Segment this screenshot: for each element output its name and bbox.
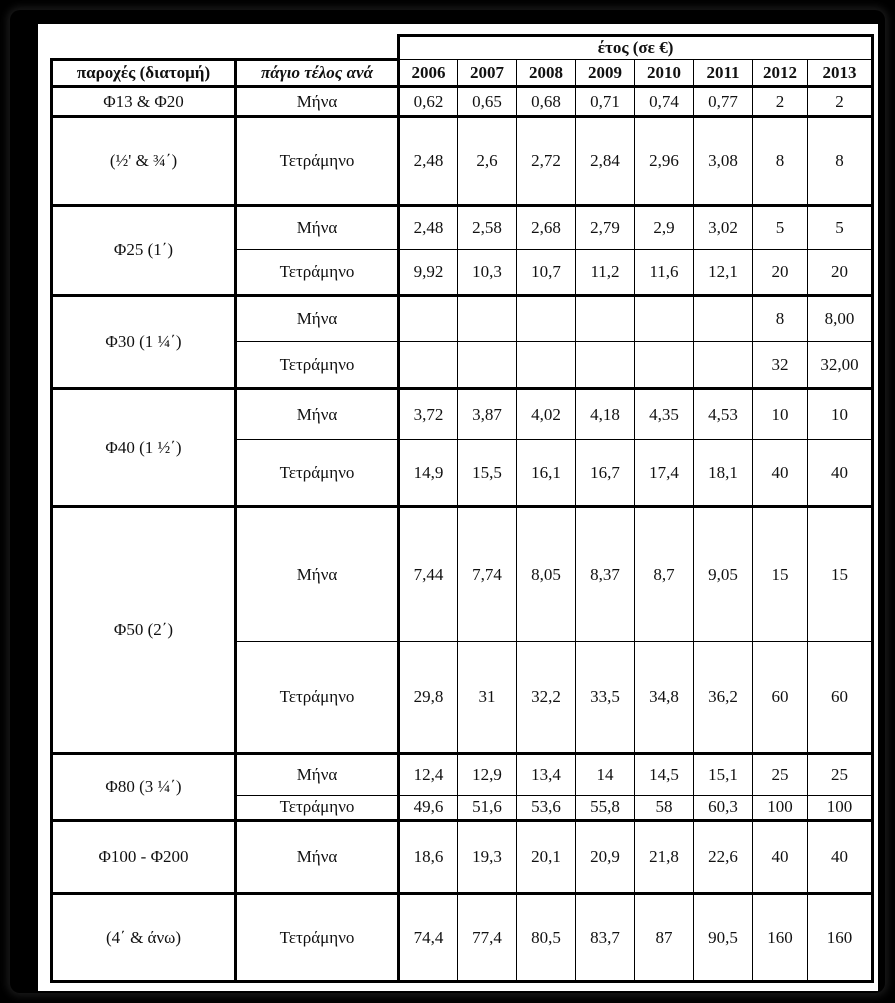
fee-value-cell: 12,1 — [694, 249, 753, 295]
fee-value-cell: 25 — [808, 753, 873, 795]
fee-value-cell: 2,6 — [458, 117, 517, 206]
fee-value-cell: 14,9 — [399, 440, 458, 507]
table-body — [52, 36, 873, 982]
fee-period-label: Τετράμηνο — [236, 795, 399, 820]
document-sheet — [38, 24, 878, 991]
fee-value-cell — [399, 342, 458, 389]
fee-value-cell: 2,96 — [635, 117, 694, 206]
fee-value-cell: 10 — [808, 389, 873, 440]
fee-value-cell: 16,1 — [517, 440, 576, 507]
year-header: 2008 — [517, 60, 576, 86]
fee-value-cell: 60,3 — [694, 795, 753, 820]
fee-value-cell: 5 — [808, 206, 873, 250]
fee-value-cell: 17,4 — [635, 440, 694, 507]
fee-period-label: Μήνα — [236, 753, 399, 795]
fee-value-cell: 60 — [808, 641, 873, 753]
fee-value-cell: 32,2 — [517, 641, 576, 753]
supply-size-label: Φ100 - Φ200 — [52, 821, 236, 894]
year-header: 2010 — [635, 60, 694, 86]
fee-value-cell: 2,48 — [399, 206, 458, 250]
fee-value-cell: 7,44 — [399, 507, 458, 641]
fee-value-cell: 10 — [753, 389, 808, 440]
fee-value-cell: 10,7 — [517, 249, 576, 295]
year-header: 2009 — [576, 60, 635, 86]
fee-value-cell: 80,5 — [517, 894, 576, 982]
year-header: 2007 — [458, 60, 517, 86]
table-row — [52, 389, 873, 440]
fee-value-cell: 4,18 — [576, 389, 635, 440]
supply-size-label: Φ80 (3 ¼΄) — [52, 753, 236, 820]
fee-period-label: Μήνα — [236, 295, 399, 342]
fee-value-cell: 2,58 — [458, 206, 517, 250]
fee-value-cell: 100 — [753, 795, 808, 820]
fee-value-cell: 11,6 — [635, 249, 694, 295]
fee-value-cell: 55,8 — [576, 795, 635, 820]
fee-value-cell: 11,2 — [576, 249, 635, 295]
fee-value-cell: 29,8 — [399, 641, 458, 753]
fee-period-label: Μήνα — [236, 821, 399, 894]
fee-period-label: Μήνα — [236, 389, 399, 440]
year-header: 2011 — [694, 60, 753, 86]
supply-size-label: Φ30 (1 ¼΄) — [52, 295, 236, 389]
fee-value-cell: 60 — [753, 641, 808, 753]
fee-value-cell: 16,7 — [576, 440, 635, 507]
year-header: 2012 — [753, 60, 808, 86]
fee-value-cell — [576, 342, 635, 389]
year-group-title: έτος (σε €) — [399, 36, 873, 60]
fee-value-cell: 2 — [808, 86, 873, 117]
fee-value-cell: 9,05 — [694, 507, 753, 641]
fee-value-cell — [694, 342, 753, 389]
fee-value-cell: 20,1 — [517, 821, 576, 894]
fee-period-label: Μήνα — [236, 86, 399, 117]
fee-value-cell: 31 — [458, 641, 517, 753]
fee-value-cell: 18,6 — [399, 821, 458, 894]
fee-value-cell: 32,00 — [808, 342, 873, 389]
supply-size-label: Φ25 (1΄) — [52, 206, 236, 296]
fee-value-cell: 160 — [753, 894, 808, 982]
fee-value-cell: 0,62 — [399, 86, 458, 117]
tariff-table — [50, 34, 874, 983]
fee-period-label: Τετράμηνο — [236, 440, 399, 507]
fee-value-cell — [399, 295, 458, 342]
fee-value-cell: 8,05 — [517, 507, 576, 641]
table-row — [52, 753, 873, 795]
fee-value-cell: 3,72 — [399, 389, 458, 440]
fee-value-cell: 2,9 — [635, 206, 694, 250]
image-frame — [10, 10, 885, 993]
table-row — [52, 117, 873, 206]
table-row — [52, 507, 873, 641]
fee-value-cell: 58 — [635, 795, 694, 820]
fee-value-cell — [576, 295, 635, 342]
table-row — [52, 206, 873, 250]
column-header-supply: παροχές (διατομή) — [52, 60, 236, 86]
fee-value-cell: 40 — [808, 440, 873, 507]
fee-value-cell: 90,5 — [694, 894, 753, 982]
supply-size-label: (½' & ¾΄) — [52, 117, 236, 206]
table-row — [52, 86, 873, 117]
fee-value-cell — [517, 342, 576, 389]
fee-value-cell: 4,53 — [694, 389, 753, 440]
fee-value-cell: 21,8 — [635, 821, 694, 894]
fee-value-cell: 8 — [753, 117, 808, 206]
fee-value-cell: 0,71 — [576, 86, 635, 117]
fee-value-cell — [694, 295, 753, 342]
table-row — [52, 894, 873, 982]
fee-value-cell: 25 — [753, 753, 808, 795]
fee-value-cell: 9,92 — [399, 249, 458, 295]
fee-value-cell: 74,4 — [399, 894, 458, 982]
supply-size-label: (4΄ & άνω) — [52, 894, 236, 982]
fee-value-cell: 77,4 — [458, 894, 517, 982]
fee-value-cell: 10,3 — [458, 249, 517, 295]
fee-value-cell: 160 — [808, 894, 873, 982]
supply-size-label: Φ40 (1 ½΄) — [52, 389, 236, 507]
fee-value-cell: 3,08 — [694, 117, 753, 206]
title-row — [52, 36, 873, 60]
fee-value-cell: 15,5 — [458, 440, 517, 507]
fee-value-cell: 83,7 — [576, 894, 635, 982]
fee-value-cell: 3,02 — [694, 206, 753, 250]
year-header: 2013 — [808, 60, 873, 86]
fee-value-cell: 32 — [753, 342, 808, 389]
fee-value-cell: 0,65 — [458, 86, 517, 117]
supply-size-label: Φ50 (2΄) — [52, 507, 236, 753]
fee-value-cell: 12,4 — [399, 753, 458, 795]
fee-value-cell: 13,4 — [517, 753, 576, 795]
header-row — [52, 60, 873, 86]
fee-period-label: Μήνα — [236, 206, 399, 250]
fee-value-cell: 18,1 — [694, 440, 753, 507]
supply-size-label: Φ13 & Φ20 — [52, 86, 236, 117]
fee-value-cell: 14,5 — [635, 753, 694, 795]
fee-value-cell: 34,8 — [635, 641, 694, 753]
fee-value-cell: 4,02 — [517, 389, 576, 440]
year-header: 2006 — [399, 60, 458, 86]
fee-value-cell: 8,00 — [808, 295, 873, 342]
fee-value-cell: 8 — [808, 117, 873, 206]
fee-value-cell: 20,9 — [576, 821, 635, 894]
fee-value-cell: 8 — [753, 295, 808, 342]
fee-value-cell: 40 — [808, 821, 873, 894]
fee-value-cell: 3,87 — [458, 389, 517, 440]
fee-period-label: Τετράμηνο — [236, 894, 399, 982]
fee-value-cell: 4,35 — [635, 389, 694, 440]
fee-value-cell: 7,74 — [458, 507, 517, 641]
fee-value-cell: 15 — [808, 507, 873, 641]
fee-value-cell: 2,68 — [517, 206, 576, 250]
fee-value-cell — [458, 295, 517, 342]
fee-period-label: Τετράμηνο — [236, 249, 399, 295]
blank-corner — [52, 36, 399, 60]
fee-value-cell: 15 — [753, 507, 808, 641]
fee-value-cell: 33,5 — [576, 641, 635, 753]
table-row — [52, 295, 873, 342]
fee-value-cell: 0,68 — [517, 86, 576, 117]
fee-value-cell: 36,2 — [694, 641, 753, 753]
fee-value-cell: 8,37 — [576, 507, 635, 641]
fee-value-cell: 0,74 — [635, 86, 694, 117]
fee-value-cell: 2,84 — [576, 117, 635, 206]
fee-value-cell: 2,72 — [517, 117, 576, 206]
fee-value-cell: 49,6 — [399, 795, 458, 820]
column-header-fee-period: πάγιο τέλος ανά — [236, 60, 399, 86]
fee-value-cell — [635, 342, 694, 389]
fee-value-cell: 0,77 — [694, 86, 753, 117]
fee-value-cell: 87 — [635, 894, 694, 982]
fee-value-cell: 51,6 — [458, 795, 517, 820]
fee-value-cell: 2 — [753, 86, 808, 117]
fee-value-cell: 14 — [576, 753, 635, 795]
fee-value-cell: 2,79 — [576, 206, 635, 250]
fee-value-cell: 100 — [808, 795, 873, 820]
fee-value-cell — [458, 342, 517, 389]
fee-period-label: Τετράμηνο — [236, 641, 399, 753]
fee-value-cell: 22,6 — [694, 821, 753, 894]
fee-period-label: Τετράμηνο — [236, 342, 399, 389]
fee-value-cell: 12,9 — [458, 753, 517, 795]
fee-value-cell: 20 — [808, 249, 873, 295]
fee-value-cell: 5 — [753, 206, 808, 250]
fee-value-cell: 19,3 — [458, 821, 517, 894]
fee-period-label: Μήνα — [236, 507, 399, 641]
fee-value-cell: 40 — [753, 440, 808, 507]
fee-value-cell: 20 — [753, 249, 808, 295]
fee-value-cell: 15,1 — [694, 753, 753, 795]
fee-value-cell — [517, 295, 576, 342]
fee-value-cell — [635, 295, 694, 342]
table-row — [52, 821, 873, 894]
fee-value-cell: 53,6 — [517, 795, 576, 820]
fee-value-cell: 40 — [753, 821, 808, 894]
fee-period-label: Τετράμηνο — [236, 117, 399, 206]
fee-value-cell: 2,48 — [399, 117, 458, 206]
fee-value-cell: 8,7 — [635, 507, 694, 641]
